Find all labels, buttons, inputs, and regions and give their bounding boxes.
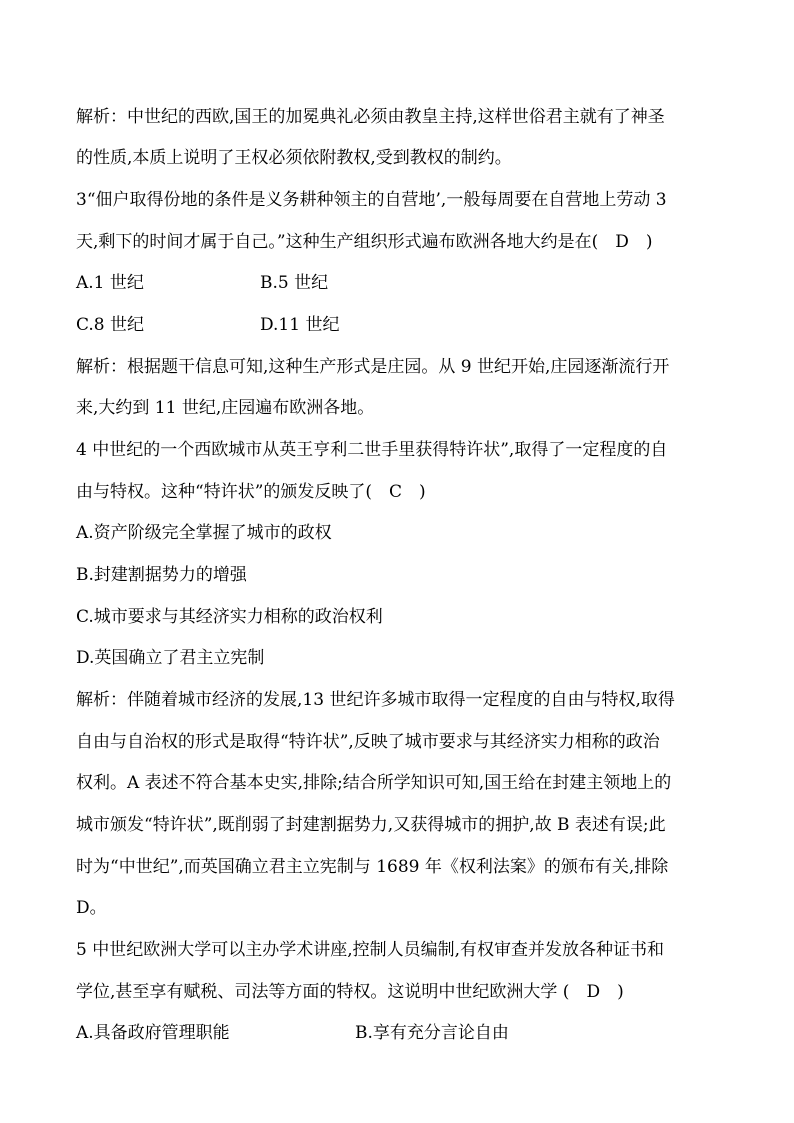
analysis-4-line-4: 城市颁发“特许状”,既削弱了封建割据势力,又获得城市的拥护,故 B 表述有误;此 — [76, 815, 666, 835]
analysis-4-line-2: 自由与自治权的形式是取得“特许状”,反映了城市要求与其经济实力相称的政治 — [76, 732, 660, 752]
option-c: C.8 世纪 — [76, 315, 145, 335]
analysis-4-line-6: D。 — [76, 898, 107, 918]
analysis-4-line-1: 解析：伴随着城市经济的发展,13 世纪许多城市取得一定程度的自由与特权,取得 — [76, 690, 675, 710]
question-5-options-row-1 — [76, 1022, 726, 1044]
analysis-2-line-2: 的性质,本质上说明了王权必须依附教权,受到教权的制约。 — [76, 148, 512, 168]
option-a: A.1 世纪 — [76, 273, 144, 293]
question-3-options-row-2 — [76, 314, 726, 336]
question-3-options-row-1 — [76, 272, 726, 294]
option-b: B.5 世纪 — [260, 273, 329, 293]
analysis-2-line-1: 解析：中世纪的西欧,国王的加冕典礼必须由教皇主持,这样世俗君主就有了神圣 — [76, 107, 665, 127]
option-a: A.具备政府管理职能 — [76, 1023, 230, 1043]
question-4-option-d: D.英国确立了君主立宪制 — [76, 648, 265, 668]
question-4-line-2: 由与特权。这种“特许状”的颁发反映了( C ) — [76, 482, 426, 502]
analysis-3-line-1: 解析：根据题干信息可知,这种生产形式是庄园。从 9 世纪开始,庄园逐渐流行开 — [76, 357, 670, 377]
analysis-4-line-5: 时为“中世纪”,而英国确立君主立宪制与 1689 年《权利法案》的颁布有关,排除 — [76, 857, 669, 877]
question-3-line-1: 3“佃户取得份地的条件是义务耕种领主的自营地’,一般每周要在自营地上劳动 3 — [76, 190, 667, 210]
analysis-3-line-2: 来,大约到 11 世纪,庄园遍布欧洲各地。 — [76, 398, 375, 418]
question-3-line-2: 天,剩下的时间才属于自己。”这种生产组织形式遍布欧洲各地大约是在( D ) — [76, 232, 653, 252]
question-5-line-1: 5 中世纪欧洲大学可以主办学术讲座,控制人员编制,有权审查并发放各种证书和 — [76, 940, 665, 960]
analysis-4-line-3: 权利。A 表述不符合基本史实,排除;结合所学知识可知,国王给在封建主领地上的 — [76, 773, 672, 793]
question-4-option-a: A.资产阶级完全掌握了城市的政权 — [76, 523, 332, 543]
option-b: B.享有充分言论自由 — [355, 1023, 509, 1043]
option-d: D.11 世纪 — [260, 315, 340, 335]
question-4-option-c: C.城市要求与其经济实力相称的政治权利 — [76, 607, 383, 627]
question-4-option-b: B.封建割据势力的增强 — [76, 565, 247, 585]
question-5-line-2: 学位,甚至享有赋税、司法等方面的特权。这说明中世纪欧洲大学 ( D ) — [76, 982, 624, 1002]
question-4-line-1: 4 中世纪的一个西欧城市从英王亨利二世手里获得特许状”,取得了一定程度的自 — [76, 440, 668, 460]
